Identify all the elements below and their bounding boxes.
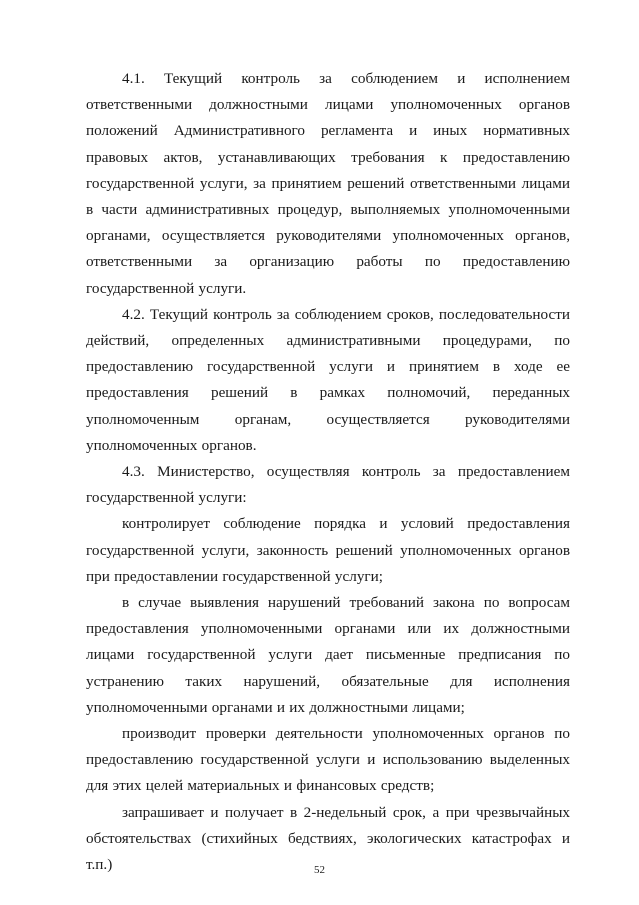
paragraph-4-1: 4.1. Текущий контроль за соблюдением и исполнением ответственными должностными лицами уполномоченных органов положений Административного регламента и иных нормативных правовых актов, устанавливающих требования к предоставлению государственной услуги, за принятием решений ответственными лицами в части административных процедур, выполняемых уполномоченными органами, осуществляется руководителями уполномоченных органов, ответственными за организацию работы по предоставлению государственной услуги. xyxy=(86,70,570,297)
paragraph-controls-compliance: контролирует соблюдение порядка и условий предоставления государственной услуги, законность решений уполномоченных органов при предоставлении государственной услуги; xyxy=(86,515,570,585)
paragraph-requests: запрашивает и получает в 2-недельный срок, а при чрезвычайных обстоятельствах (стихийных бедствиях, экологических катастрофах и т.п.) xyxy=(86,803,570,874)
paragraph-4-3: 4.3. Министерство, осуществляя контроль за предоставлением государственной услуги: xyxy=(86,463,570,507)
page-number: 52 xyxy=(314,864,325,876)
paragraph-violations: в случае выявления нарушений требований закона по вопросам предоставления уполномоченными органами или их должностными лицами государственной услуги дает письменные предписания по устранению таких нарушений, обязательные для исполнения уполномоченными органами и их должностными лицами; xyxy=(86,594,570,716)
paragraph-inspections: производит проверки деятельности уполномоченных органов по предоставлению государственной услуги и использованию выделенных для этих целей материальных и финансовых средств; xyxy=(86,725,570,795)
document-body xyxy=(86,66,570,878)
paragraph-4-2: 4.2. Текущий контроль за соблюдением сроков, последовательности действий, определенных административными процедурами, по предоставлению государственной услуги и принятием в ходе ее предоставления решений в рамках полномочий, переданных уполномоченным органам, осуществляется руководителями уполномоченных органов. xyxy=(86,305,570,454)
